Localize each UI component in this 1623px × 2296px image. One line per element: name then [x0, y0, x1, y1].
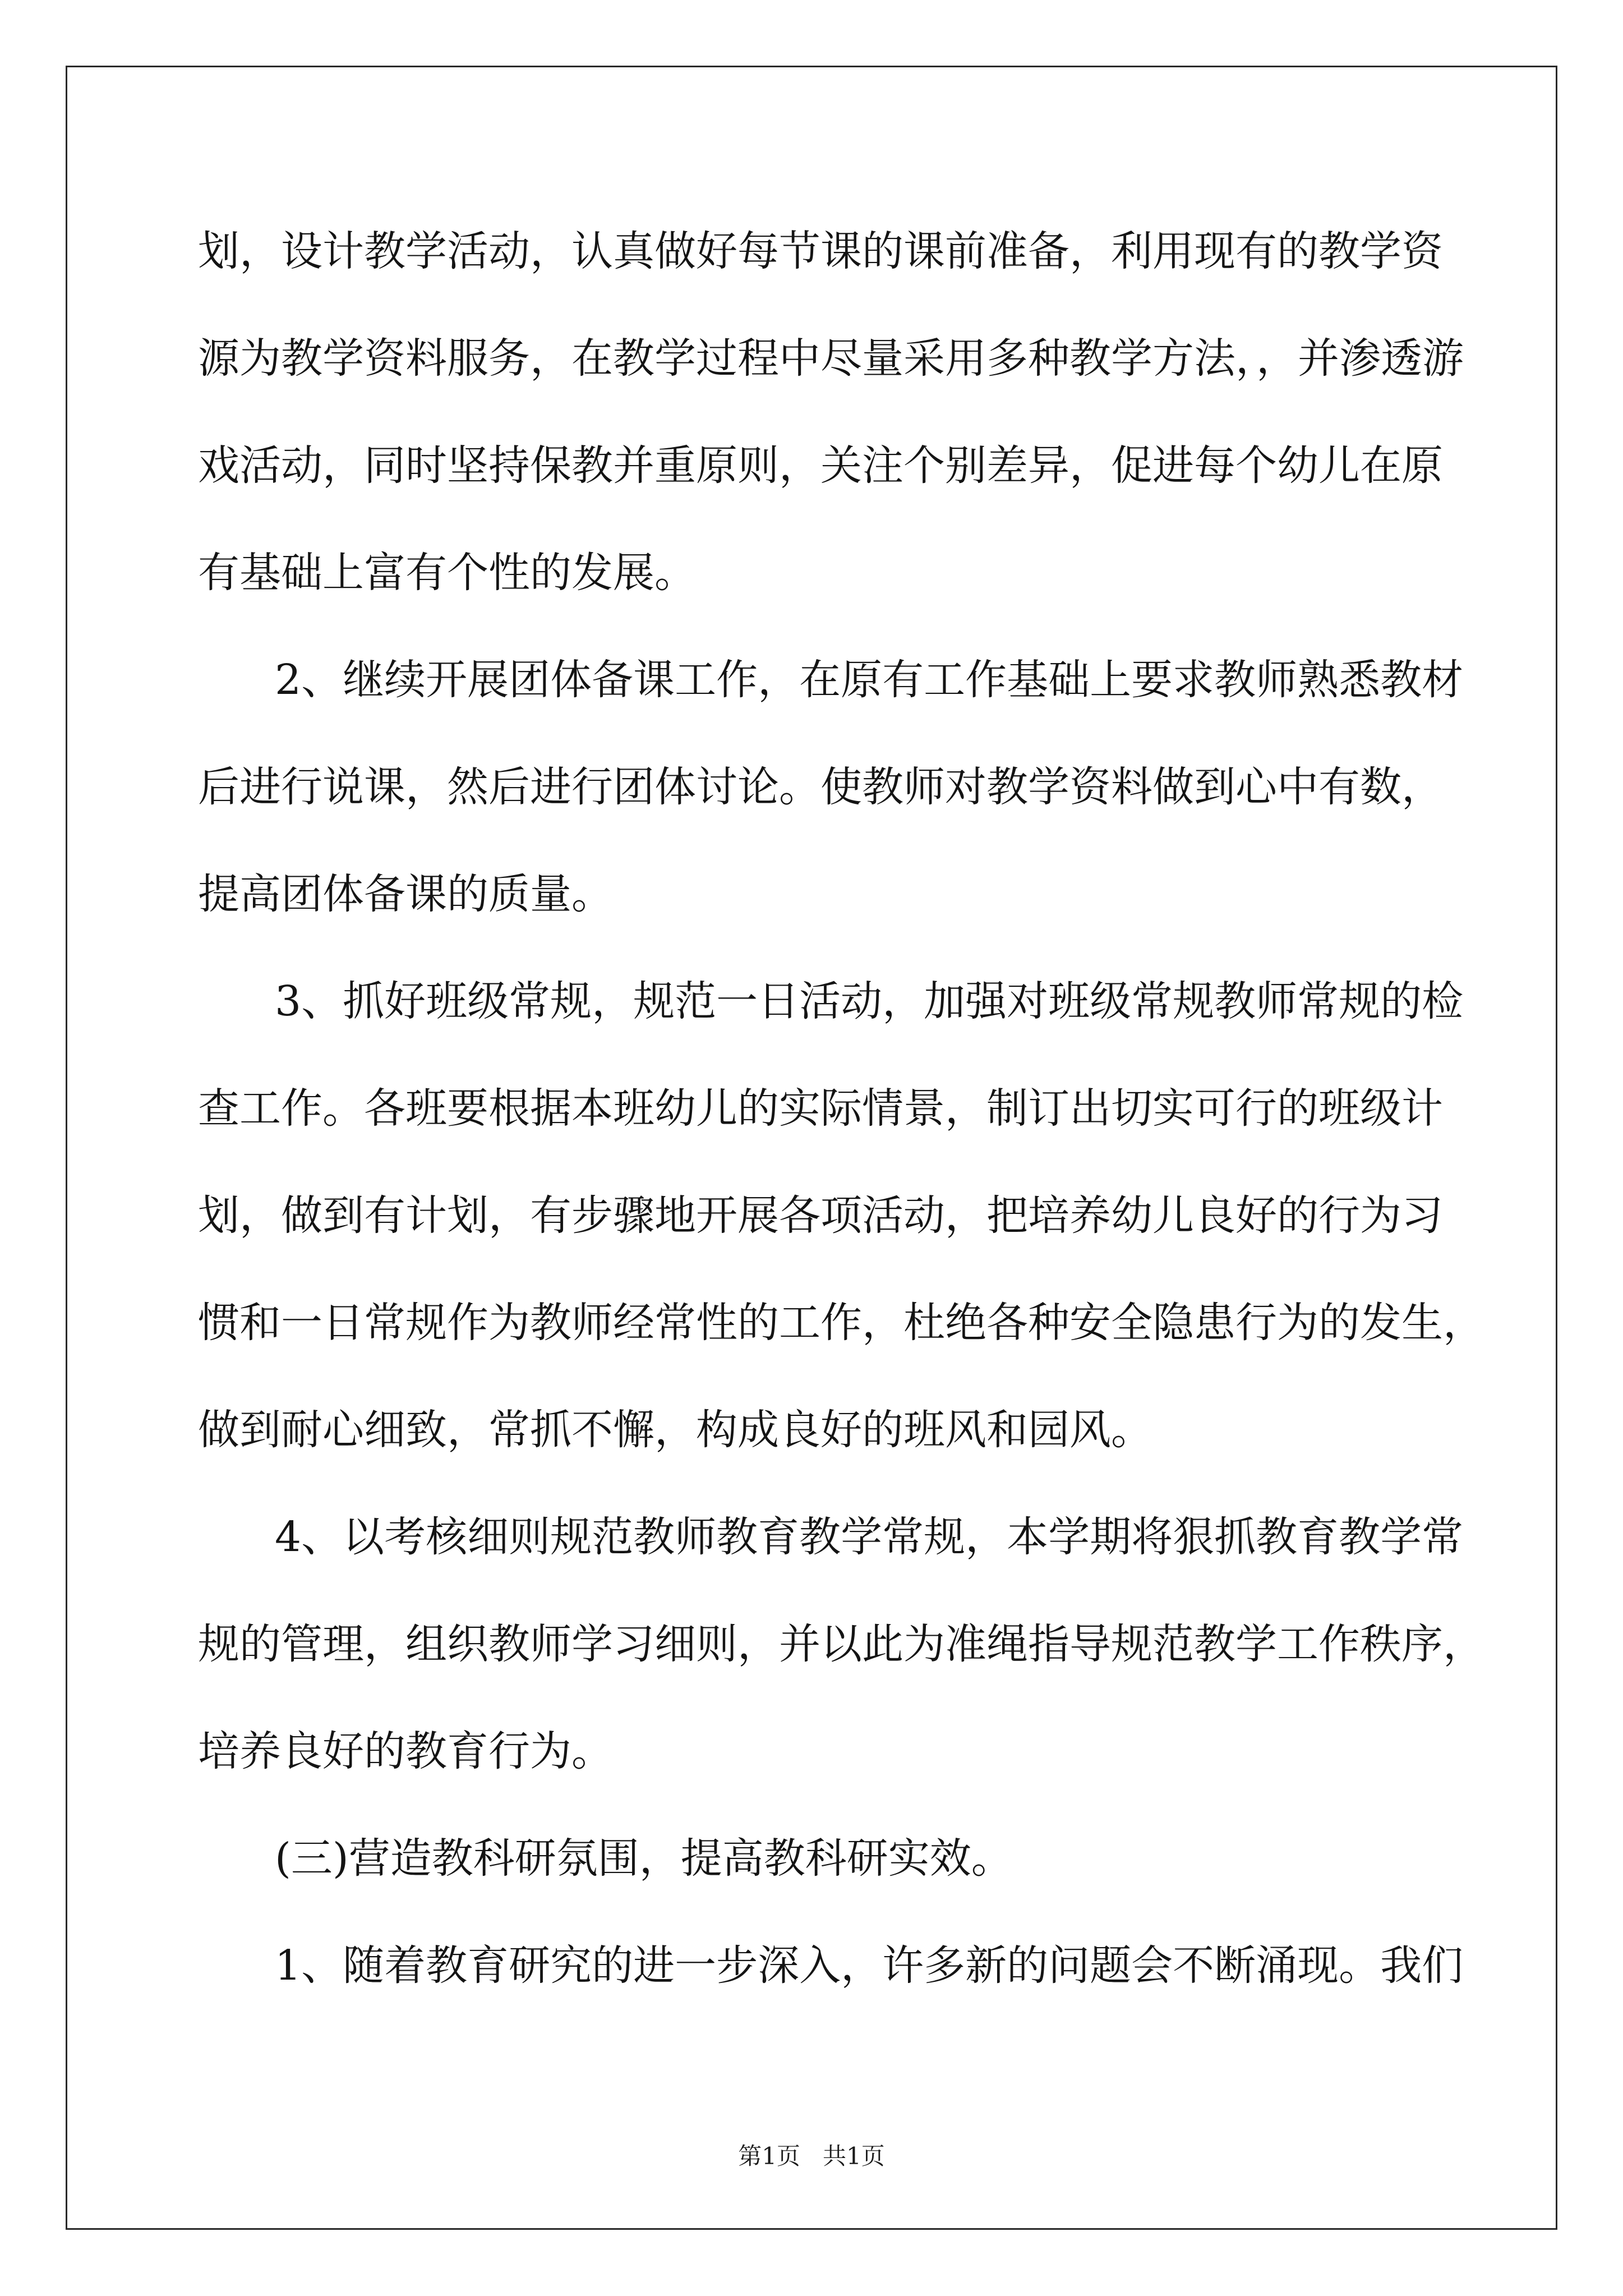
text-line: 戏活动，同时坚持保教并重原则，关注个别差异，促进每个幼儿在原: [198, 441, 1443, 490]
page-footer: 第1页 共1页: [738, 2142, 885, 2170]
text-line: 源为教学资料服务，在教学过程中尽量采用多种教学方法，，并渗透游: [198, 334, 1464, 383]
text-line: 提高团体备课的质量。: [198, 870, 613, 918]
text-line: 惯和一日常规作为教师经常性的工作，杜绝各种安全隐患行为的发生，: [198, 1299, 1484, 1347]
paragraph-start-line: 4、以考核细则规范教师教育教学常规，本学期将狠抓教育教学常: [275, 1513, 1464, 1561]
paragraph-start-line: 3、抓好班级常规，规范一日活动，加强对班级常规教师常规的检: [275, 977, 1464, 1025]
paragraph-start-line: 1、随着教育研究的进一步深入，许多新的问题会不断涌现。我们: [275, 1941, 1464, 1990]
text-line: 划，做到有计划，有步骤地开展各项活动，把培养幼儿良好的行为习: [198, 1191, 1443, 1240]
text-line: 查工作。各班要根据本班幼儿的实际情景，制订出切实可行的班级计: [198, 1084, 1443, 1133]
text-line: 做到耐心细致，常抓不懈，构成良好的班风和园风。: [198, 1406, 1152, 1454]
text-line: 后进行说课，然后进行团体讨论。使教师对教学资料做到心中有数，: [198, 763, 1443, 811]
text-line: 划，设计教学活动，认真做好每节课的课前准备，利用现有的教学资: [198, 227, 1443, 275]
paragraph-start-line: 2、继续开展团体备课工作，在原有工作基础上要求教师熟悉教材: [275, 656, 1464, 704]
text-line: 培养良好的教育行为。: [198, 1727, 613, 1775]
text-line: 有基础上富有个性的发展。: [198, 549, 696, 597]
page-border: [66, 66, 1557, 2230]
section-heading: (三)营造教科研氛围，提高教科研实效。: [275, 1834, 1013, 1883]
text-line: 规的管理，组织教师学习细则，并以此为准绳指导规范教学工作秩序，: [198, 1620, 1484, 1668]
